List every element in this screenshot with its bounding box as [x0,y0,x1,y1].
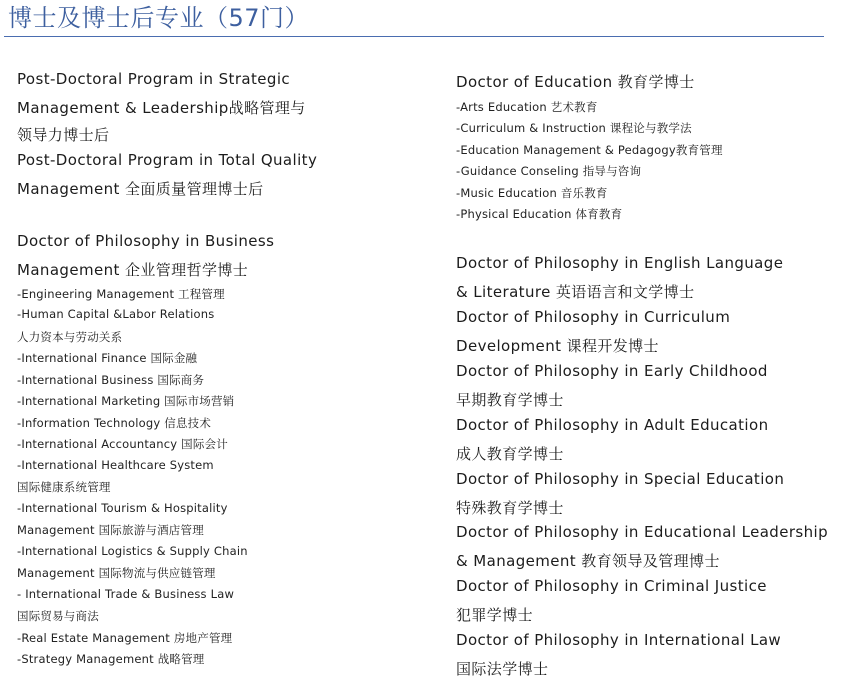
right-program-line: 特殊教育学博士 [456,499,564,517]
right-program-line: Doctor of Philosophy in Criminal Justice [456,577,767,595]
right-program-line: 早期教育学博士 [456,391,564,409]
left-program-line: -International Business 国际商务 [17,373,205,387]
left-program-line: Post-Doctoral Program in Total Quality [17,151,318,169]
left-program-line: -Real Estate Management 房地产管理 [17,631,233,645]
left-program-line: Management 企业管理哲学博士 [17,261,249,279]
right-program-line: -Guidance Conseling 指导与咨询 [456,164,642,178]
right-program-line: -Physical Education 体育教育 [456,207,623,221]
title-divider [4,36,824,37]
left-program-line: -Human Capital &Labor Relations [17,307,215,321]
left-program-line: -Information Technology 信息技术 [17,416,212,430]
right-program-line: Doctor of Philosophy in Curriculum [456,308,731,326]
left-program-line: -International Accountancy 国际会计 [17,437,228,451]
left-program-line: -International Marketing 国际市场营销 [17,394,235,408]
right-program-line: Doctor of Philosophy in Educational Leadership [456,523,829,541]
page-title: 博士及博士后专业（57门） [8,4,310,32]
right-program-line: Development 课程开发博士 [456,337,659,355]
right-program-line: -Education Management & Pedagogy教育管理 [456,143,723,157]
left-program-line: 人力资本与劳动关系 [17,330,123,344]
left-program-line: Management 国际物流与供应链管理 [17,566,216,580]
left-program-line: -Engineering Management 工程管理 [17,287,225,301]
right-program-line: Doctor of Philosophy in Early Childhood [456,362,768,380]
right-program-line: Doctor of Education 教育学博士 [456,73,695,91]
left-program-line: 国际贸易与商法 [17,609,99,623]
left-program-line: -International Finance 国际金融 [17,351,198,365]
right-program-line: -Curriculum & Instruction 课程论与教学法 [456,121,692,135]
left-program-line: -International Tourism & Hospitality [17,501,228,515]
left-program-line: 领导力博士后 [17,126,110,144]
left-program-line: Management 全面质量管理博士后 [17,180,264,198]
right-program-line: 国际法学博士 [456,660,549,678]
right-program-line: & Literature 英语语言和文学博士 [456,283,695,301]
left-program-line: -Strategy Management 战略管理 [17,652,205,666]
right-program-line: & Management 教育领导及管理博士 [456,552,720,570]
left-program-line: Doctor of Philosophy in Business [17,232,275,250]
left-program-line: Post-Doctoral Program in Strategic [17,70,291,88]
right-program-line: 成人教育学博士 [456,445,564,463]
left-program-line: Management 国际旅游与酒店管理 [17,523,204,537]
left-program-line: Management & Leadership战略管理与 [17,99,306,117]
right-program-line: Doctor of Philosophy in Adult Education [456,416,769,434]
left-program-line: -International Logistics & Supply Chain [17,544,248,558]
left-program-line: - International Trade & Business Law [17,587,235,601]
right-program-line: 犯罪学博士 [456,606,534,624]
right-program-line: Doctor of Philosophy in International Law [456,631,782,649]
right-program-line: -Music Education 音乐教育 [456,186,608,200]
left-program-line: 国际健康系统管理 [17,480,111,494]
right-program-line: -Arts Education 艺术教育 [456,100,598,114]
right-program-line: Doctor of Philosophy in Special Education [456,470,785,488]
left-program-line: -International Healthcare System [17,458,214,472]
right-program-line: Doctor of Philosophy in English Language [456,254,784,272]
